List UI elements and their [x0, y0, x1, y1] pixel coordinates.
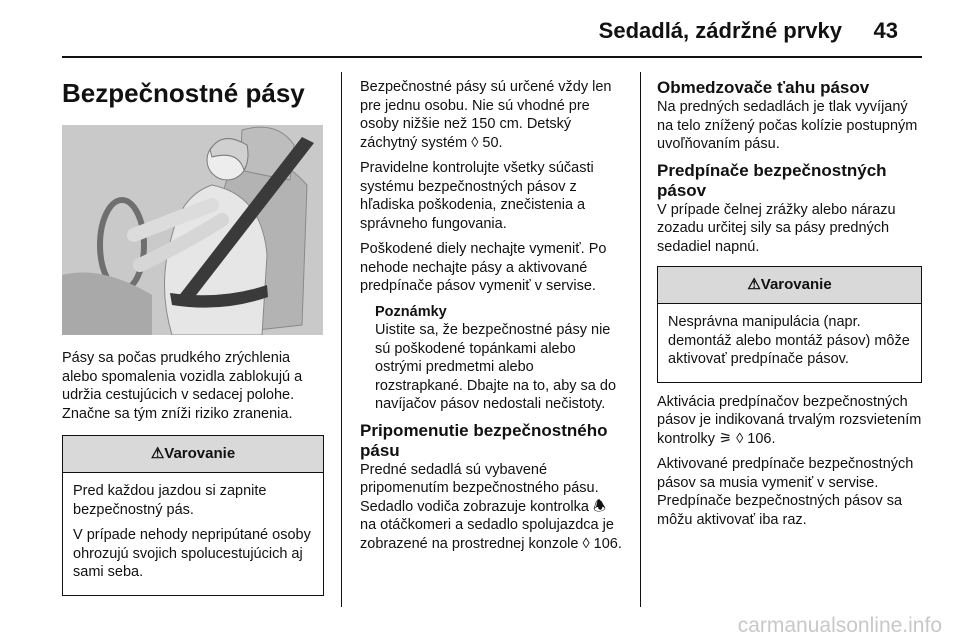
- note-block: [375, 303, 622, 414]
- warning-title-2: Varovanie: [760, 276, 832, 293]
- warning-header-2: [658, 267, 921, 304]
- warning-text-3: Nesprávna manipulácia (napr. demontáž alebo montáž pásov) môže aktivovať predpínače pásov.: [668, 314, 910, 367]
- page-number: 43: [873, 18, 898, 43]
- paragraph-replace: Poškodené diely nechajte vymeniť. Po nehode nechajte pásy a aktivované predpínače pásov vymeniť v servise.: [360, 241, 607, 294]
- warning-header: [63, 436, 323, 473]
- note-text: Uistite sa, že bezpečnostné pásy nie sú poškodené topánkami alebo ostrými predmetmi alebo rozstrapkané. Dbajte na to, aby sa do navíjačov pásov nedostali nečistoty.: [375, 322, 617, 412]
- section-title: Bezpečnostné pásy: [62, 78, 305, 108]
- heading-load-limiter: Obmedzovače ťahu pásov: [657, 78, 870, 97]
- belt-reminder-text: Predné sedadlá sú vybavené pripomenutím bezpečnostného pásu. Sedadlo vodiča zobrazuje kontrolka 🕭 na otáčkomeri a sedadlo spolujazdca je zobrazené na prostrednej konzole ◊ 106.: [360, 461, 622, 552]
- warning-text-2: V prípade nehody nepripútané osoby ohrozujú svojich spolucestujúcich aj sami seba.: [73, 527, 311, 580]
- header-rule: [62, 56, 922, 58]
- column-2: [360, 78, 622, 560]
- warning-triangle-icon: ⚠: [150, 445, 165, 462]
- activation-text: Aktivácia predpínačov bezpečnostných pásov je indikovaná trvalým rozsvietením kontrolky ⚞ ◊ 106.: [657, 393, 922, 447]
- warning-triangle-icon-2: ⚠: [747, 276, 761, 293]
- warning-title: Varovanie: [164, 445, 236, 462]
- seatbelt-illustration: [62, 125, 323, 335]
- warning-body: [63, 473, 323, 595]
- note-title: Poznámky: [375, 303, 447, 320]
- heading-pretensioner: Predpínače bezpečnostných pásov: [657, 160, 887, 200]
- seatbelt-illustration-svg: [62, 125, 323, 335]
- intro-paragraph: Pásy sa počas prudkého zrýchlenia alebo spomalenia vozidla zablokujú a udržia cestujúcich v sedacej polohe. Značne sa tým zníži riziko zranenia.: [62, 350, 303, 422]
- header-title: Sedadlá, zádržné prvky: [598, 18, 842, 43]
- service-text: Aktivované predpínače bezpečnostných pásov sa musia vymeniť v servise. Predpínače bezpečnostných pásov sa môžu aktivovať iba raz.: [657, 456, 914, 528]
- column-1: [62, 125, 324, 606]
- column-divider-2: [640, 72, 641, 607]
- heading-belt-reminder: Pripomenutie bezpečnostného pásu: [360, 420, 608, 460]
- paragraph-one-person: Bezpečnostné pásy sú určené vždy len pre jednu osobu. Nie sú vhodné pre osoby nižšie než 150 cm. Detský záchytný systém ◊ 50.: [360, 79, 612, 151]
- warning-body-2: [658, 304, 921, 382]
- column-3: [657, 78, 922, 536]
- watermark: carmanualsonline.info: [737, 614, 942, 637]
- warning-box-2: [657, 266, 922, 383]
- warning-box-1: [62, 435, 324, 596]
- pretensioner-text: V prípade čelnej zrážky alebo nárazu zozadu určitej sily sa pásy predných sedadiel napnú.: [657, 201, 896, 255]
- warning-text-1: Pred každou jazdou si zapnite bezpečnostný pás.: [73, 483, 267, 518]
- load-limiter-text: Na predných sedadlách je tlak vyvíjaný na telo znížený počas kolízie postupným uvoľňovaním pásu.: [657, 99, 918, 152]
- column-divider-1: [341, 72, 342, 607]
- paragraph-inspect: Pravidelne kontrolujte všetky súčasti systému bezpečnostných pásov z hľadiska poškodenia, znečistenia a správneho fungovania.: [360, 160, 594, 232]
